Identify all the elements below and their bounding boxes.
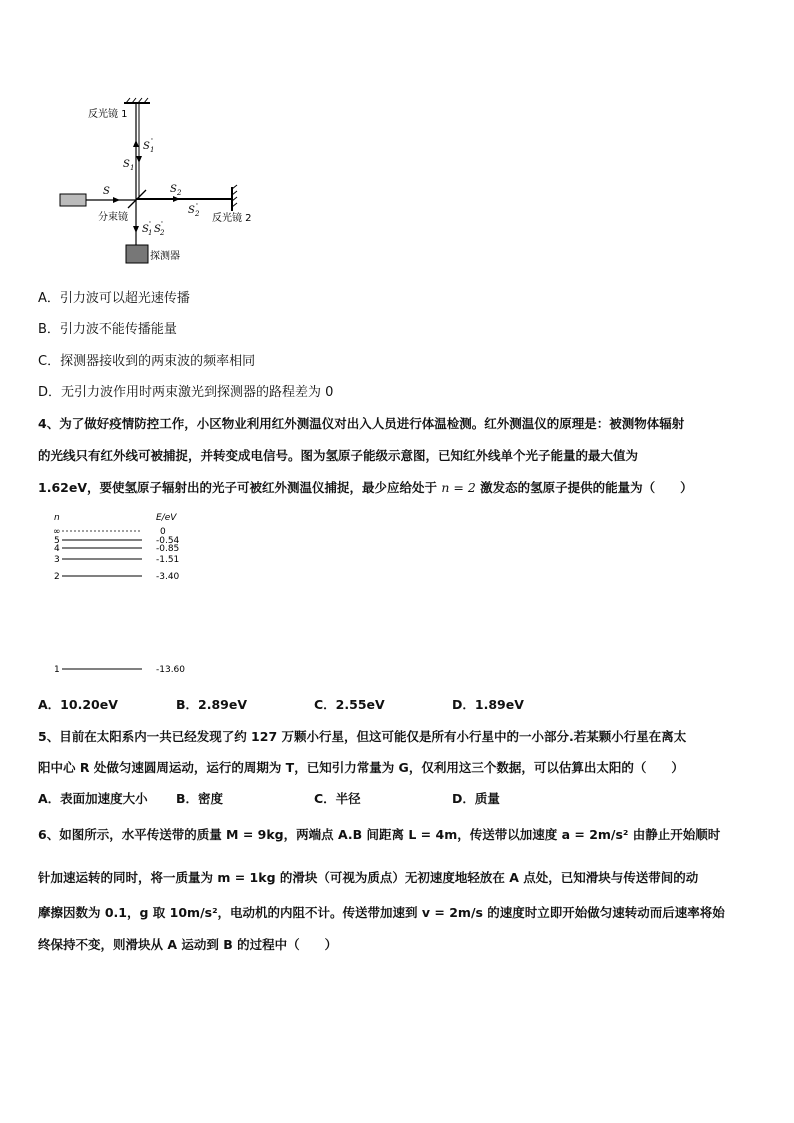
level-e-4: -0.85 bbox=[156, 544, 180, 554]
mirror-1-label: 反光镜 1 bbox=[88, 109, 128, 120]
q4-option-b: B．2.89eV bbox=[176, 697, 248, 712]
mirror-2-label: 反光镜 2 bbox=[212, 213, 252, 224]
svg-text:1: 1 bbox=[130, 164, 135, 172]
q5-option-b: B．密度 bbox=[176, 791, 224, 806]
q5-option-a: A．表面加速度大小 bbox=[38, 791, 148, 806]
svg-text:': ' bbox=[151, 137, 153, 145]
q5-stem-line-2: 阳中心 R 处做匀速圆周运动，运行的周期为 T，已知引力常量为 G，仅利用这三个数据，可以估算出太阳的（ ） bbox=[38, 760, 684, 775]
level-n-1: 1 bbox=[54, 665, 60, 675]
q3-option-b: B．引力波不能传播能量 bbox=[38, 322, 177, 337]
q4-option-a: A．10.20eV bbox=[38, 697, 118, 712]
q5-option-d: D．质量 bbox=[452, 791, 500, 806]
q3-option-a: A．引力波可以超光速传播 bbox=[38, 291, 190, 306]
q4-stem-line-1: 4、为了做好疫情防控工作，小区物业利用红外测温仪对出入人员进行体温检测。红外测温仪的原理是：被测物体辐射 bbox=[38, 416, 685, 431]
energy-level-diagram bbox=[50, 510, 210, 680]
level-n-5: 5 bbox=[54, 536, 60, 546]
svg-text:': ' bbox=[196, 202, 198, 210]
svg-text:S: S bbox=[103, 186, 110, 197]
q6-stem-line-4: 终保持不变，则滑块从 A 运动到 B 的过程中（ ） bbox=[38, 937, 338, 952]
svg-text:2: 2 bbox=[160, 229, 165, 237]
q4-option-d: D．1.89eV bbox=[452, 697, 524, 712]
q3-option-c: C．探测器接收到的两束波的频率相同 bbox=[38, 354, 256, 369]
q4-stem-line-3: 1.62eV，要使氢原子辐射出的光子可被红外测温仪捕捉，最少应给处于 n = 2 激发态的氢原子提供的能量为（ ） bbox=[38, 480, 693, 495]
level-e-5: -0.54 bbox=[156, 536, 180, 546]
level-e-3: -1.51 bbox=[156, 555, 180, 565]
svg-text:': ' bbox=[161, 220, 163, 228]
q4-math-n2: n = 2 bbox=[441, 480, 476, 495]
q5-stem-line-1: 5、目前在太阳系内一共已经发现了约 127 万颗小行星，但这可能仅是所有小行星中的一小部分.若某颗小行星在离太 bbox=[38, 729, 687, 744]
interferometer-diagram bbox=[50, 95, 280, 275]
n-axis-label: n bbox=[54, 513, 60, 523]
level-e-1: -13.60 bbox=[156, 665, 186, 675]
svg-text:S: S bbox=[154, 224, 161, 235]
svg-text:': ' bbox=[149, 220, 151, 228]
q5-option-c: C．半径 bbox=[314, 791, 361, 806]
svg-text:2: 2 bbox=[195, 210, 200, 218]
laser-source bbox=[60, 194, 86, 206]
level-n-3: 3 bbox=[54, 555, 60, 565]
q6-stem-line-2: 针加速运转的同时，将一质量为 m = 1kg 的滑块（可视为质点）无初速度地轻放在 A 点处，已知滑块与传送带间的动 bbox=[38, 870, 699, 885]
svg-text:S: S bbox=[142, 224, 149, 235]
level-n-2: 2 bbox=[54, 572, 60, 582]
q6-stem-line-3: 摩擦因数为 0.1，g 取 10m/s²，电动机的内阻不计。传送带加速到 v = 2m/s 的速度时立即开始做匀速转动而后速率将始 bbox=[38, 905, 725, 920]
splitter-label: 分束镜 bbox=[98, 212, 128, 223]
svg-text:2: 2 bbox=[177, 189, 182, 197]
e-axis-label: E/eV bbox=[156, 513, 177, 523]
level-n-4: 4 bbox=[54, 544, 60, 554]
svg-text:S: S bbox=[170, 184, 177, 195]
q4-options bbox=[38, 696, 524, 714]
svg-text:S: S bbox=[188, 205, 195, 216]
mirror-2-icon bbox=[232, 185, 237, 211]
svg-text:S: S bbox=[123, 159, 130, 170]
q6-stem-line-1: 6、如图所示，水平传送带的质量 M = 9kg，两端点 A.B 间距离 L = 4m，传送带以加速度 a = 2m/s² 由静止开始顺时 bbox=[38, 827, 721, 842]
q3-option-d: D．无引力波作用时两束激光到探测器的路程差为 0 bbox=[38, 385, 334, 400]
q4-option-c: C．2.55eV bbox=[314, 697, 385, 712]
detector-label: 探测器 bbox=[150, 251, 180, 262]
detector-box bbox=[126, 245, 148, 263]
level-n-inf: ∞ bbox=[53, 527, 61, 537]
level-e-inf: 0 bbox=[160, 527, 166, 537]
q5-options bbox=[38, 790, 500, 808]
svg-text:S: S bbox=[143, 141, 150, 152]
level-e-2: -3.40 bbox=[156, 572, 180, 582]
mirror-1-icon bbox=[124, 98, 150, 103]
svg-text:1: 1 bbox=[148, 229, 153, 237]
svg-text:1: 1 bbox=[150, 146, 155, 154]
q4-stem-line-2: 的光线只有红外线可被捕捉，并转变成电信号。图为氢原子能级示意图，已知红外线单个光子能量的最大值为 bbox=[38, 448, 639, 463]
